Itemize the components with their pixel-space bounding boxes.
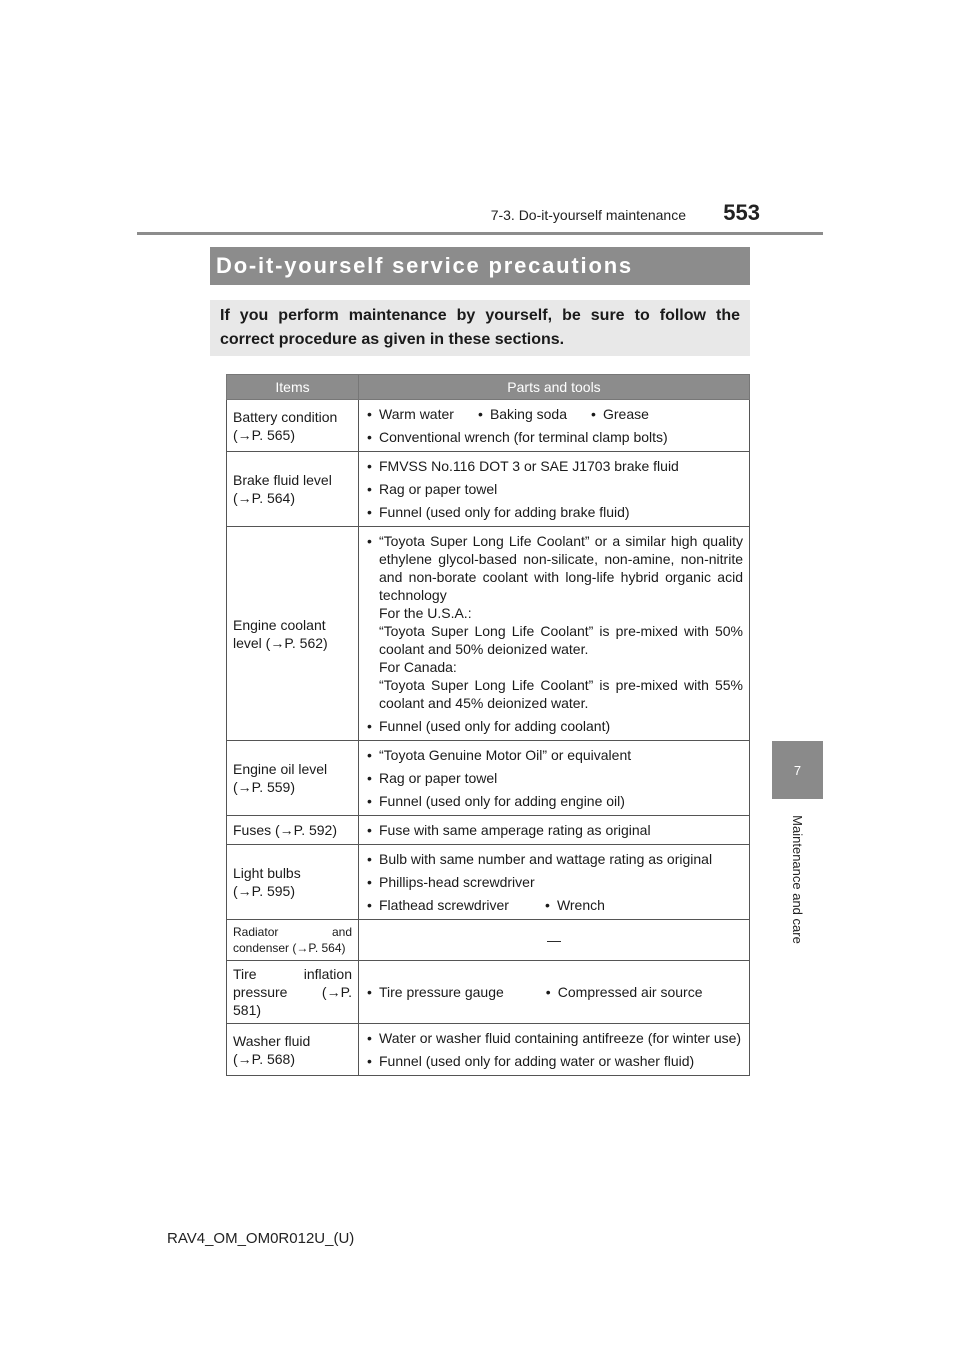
intro-text: If you perform maintenance by yourself, be sure to follow the correct procedure as given in these sections. xyxy=(220,307,740,348)
list-item: • Bulb with same number and wattage rating as original xyxy=(365,850,743,868)
parts-cell xyxy=(359,741,750,816)
parts-cell xyxy=(359,452,750,527)
item-label: Washer fluid xyxy=(233,1032,311,1049)
item-cell xyxy=(227,961,359,1024)
coolant-note-canada: “Toyota Super Long Life Coolant” is pre-mixed with 55% coolant and 45% deionized water. xyxy=(379,677,743,711)
parts-cell xyxy=(359,527,750,741)
table-row xyxy=(227,452,750,527)
parts-cell xyxy=(359,400,750,452)
table-row xyxy=(227,741,750,816)
list-item: • “Toyota Genuine Motor Oil” or equivalent xyxy=(365,746,743,764)
list-item: • Funnel (used only for adding water or washer fluid) xyxy=(365,1052,743,1070)
list-item: • Funnel (used only for adding coolant) xyxy=(365,717,743,735)
list-item: • Wrench xyxy=(543,896,605,914)
list-item: • Rag or paper towel xyxy=(365,480,743,498)
table-row xyxy=(227,845,750,920)
item-label: Radiator and condenser (→P. 564) xyxy=(233,925,352,955)
list-item: • Conventional wrench (for terminal clamp bolts) xyxy=(365,428,743,446)
item-cell xyxy=(227,920,359,961)
parts-inline-group xyxy=(365,405,743,423)
table-row xyxy=(227,1024,750,1076)
table-row xyxy=(227,961,750,1024)
coolant-note-usa-heading: For the U.S.A.: xyxy=(379,605,472,621)
list-item: • Grease xyxy=(589,405,649,423)
list-item xyxy=(365,532,743,712)
header-section-title: 7-3. Do-it-yourself maintenance xyxy=(490,207,686,223)
coolant-note-usa: “Toyota Super Long Life Coolant” is pre-mixed with 50% coolant and 50% deionized water. xyxy=(379,623,743,657)
parts-cell xyxy=(359,1024,750,1076)
parts-inline-group xyxy=(365,983,743,1001)
item-page-ref: (→P. 564) xyxy=(233,490,295,506)
chapter-title: Maintenance and care xyxy=(790,814,805,944)
column-header-parts: Parts and tools xyxy=(359,375,750,400)
list-item: • Tire pressure gauge xyxy=(365,983,504,1001)
table-header-row xyxy=(227,375,750,400)
table-row xyxy=(227,527,750,741)
list-item: • Baking soda xyxy=(476,405,567,423)
list-item: • Water or washer fluid containing antifreeze (for winter use) xyxy=(365,1029,743,1047)
item-label: Light bulbs xyxy=(233,865,301,881)
list-item: • Phillips-head screwdriver xyxy=(365,873,743,891)
header-divider xyxy=(137,232,823,235)
item-cell xyxy=(227,845,359,920)
parts-cell xyxy=(359,816,750,845)
section-title: Do-it-yourself service precautions xyxy=(216,253,633,278)
item-cell xyxy=(227,527,359,741)
item-cell xyxy=(227,741,359,816)
column-header-items: Items xyxy=(227,375,359,400)
document-id: RAV4_OM_OM0R012U_(U) xyxy=(167,1230,355,1247)
list-item: • Flathead screwdriver xyxy=(365,896,509,914)
item-page-ref: (→P. 565) xyxy=(233,426,295,443)
item-label: Engine oil level xyxy=(233,761,328,777)
list-item: • Funnel (used only for adding brake fluid) xyxy=(365,503,743,521)
item-page-ref: (→P. 595) xyxy=(233,883,295,899)
chapter-number: 7 xyxy=(793,762,802,778)
table-row xyxy=(227,400,750,452)
chapter-title-vertical xyxy=(772,805,823,953)
list-item: • Funnel (used only for adding engine oil) xyxy=(365,792,743,810)
item-cell xyxy=(227,816,359,845)
table-row xyxy=(227,816,750,845)
intro-box xyxy=(210,300,750,356)
list-item: • Compressed air source xyxy=(544,983,703,1001)
item-page-ref: (→P. 559) xyxy=(233,779,295,795)
service-items-table xyxy=(226,374,750,1076)
parts-cell xyxy=(359,920,750,961)
list-item: • Fuse with same amperage rating as original xyxy=(365,821,743,839)
section-title-bar xyxy=(210,247,750,285)
item-label: Tire inflation pressure (→P. 581) xyxy=(233,966,352,1018)
item-cell xyxy=(227,452,359,527)
parts-inline-group xyxy=(365,896,743,914)
coolant-spec: • “Toyota Super Long Life Coolant” or a similar high quality ethylene glycol-based non-silicate, non-amine, non-nitrite and non-borate coolant with long-life hybrid organic acid technology xyxy=(379,533,743,603)
list-item: • Warm water xyxy=(365,405,454,423)
coolant-note-canada-heading: For Canada: xyxy=(379,659,457,675)
parts-cell xyxy=(359,961,750,1024)
table-row xyxy=(227,920,750,961)
no-parts-dash: — xyxy=(547,932,561,948)
item-label: Fuses (→P. 592) xyxy=(233,822,338,838)
item-label: Brake fluid level xyxy=(233,472,332,488)
parts-cell xyxy=(359,845,750,920)
item-page-ref: (→P. 568) xyxy=(233,1050,295,1067)
item-cell xyxy=(227,400,359,452)
item-page-ref: level (→P. 562) xyxy=(233,634,328,651)
list-item: • FMVSS No.116 DOT 3 or SAE J1703 brake fluid xyxy=(365,457,743,475)
list-item: • Rag or paper towel xyxy=(365,769,743,787)
item-label: Engine coolant xyxy=(233,616,326,633)
page-number: 553 xyxy=(723,200,760,225)
chapter-tab xyxy=(772,741,823,799)
item-label: Battery condition xyxy=(233,408,338,425)
item-cell xyxy=(227,1024,359,1076)
